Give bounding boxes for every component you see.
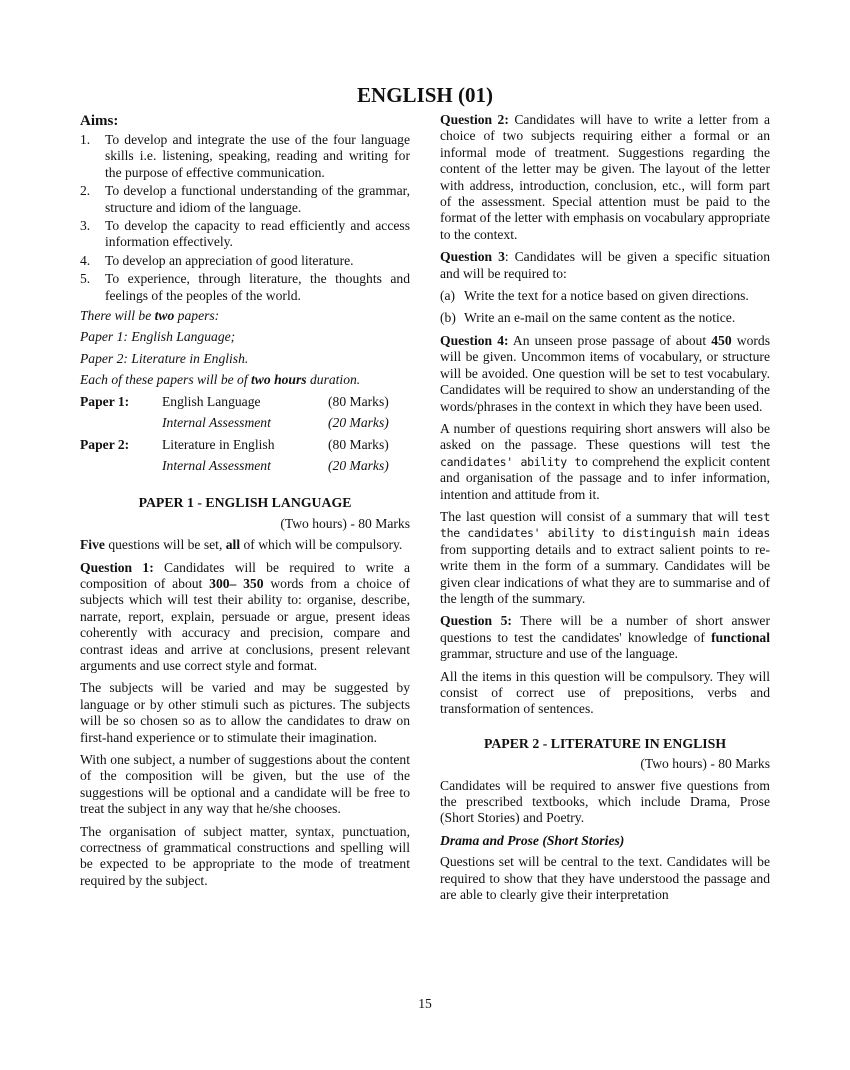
- paper2-duration: (Two hours) - 80 Marks: [640, 756, 770, 772]
- aim-item: [80, 271, 410, 304]
- five-questions-para: [80, 537, 410, 553]
- text-bold: two: [154, 308, 175, 324]
- paper-subject: Literature in English: [162, 436, 275, 452]
- question1-para: [80, 560, 410, 675]
- paper-subject: Internal Assessment: [162, 457, 271, 473]
- aim-text: To develop the capacity to read efficiently and access information effectively.: [105, 218, 410, 250]
- question-label: Question 2:: [440, 112, 509, 127]
- paper1-line: Paper 1: English Language;: [80, 329, 236, 345]
- text: duration.: [306, 372, 361, 388]
- paper-subject: English Language: [162, 393, 261, 409]
- option-text: Write an e-mail on the same content as the notice.: [464, 310, 736, 326]
- paper-marks: (80 Marks): [328, 436, 389, 452]
- aim-text: To experience, through literature, the thoughts and feelings of the peoples of the world.: [105, 271, 410, 303]
- text-bold: functional: [711, 629, 770, 645]
- organisation-para: The organisation of subject matter, syntax, punctuation, correctness of grammatical constructions and spelling will be expected to be appropriate to the mode of treatment required by the subject.: [80, 823, 410, 888]
- aim-number: 3.: [80, 218, 91, 234]
- aim-number: 2.: [80, 183, 91, 199]
- duration-line: [80, 372, 410, 388]
- option-label: (a): [440, 288, 456, 304]
- table-row: [80, 415, 402, 436]
- aim-number: 4.: [80, 252, 91, 268]
- text-bold: two hours: [251, 372, 307, 388]
- papers-table: [80, 394, 402, 480]
- aim-item: [80, 132, 410, 181]
- question3-para: [440, 249, 770, 282]
- text-bold: all: [225, 537, 241, 553]
- suggestions-para: With one subject, a number of suggestions about the content of the composition will be given, but the use of the suggestions will be optional and a candidate will be free to treat the subject in any way that he/she chooses.: [80, 752, 410, 817]
- aim-text: To develop and integrate the use of the four language skills i.e. listening, speaking, reading and writing for the purpose of effective communication.: [105, 132, 410, 180]
- table-row: [80, 458, 402, 479]
- page-title: ENGLISH (01): [357, 83, 493, 107]
- question5-items-para: All the items in this question will be compulsory. They will consist of correct use of prepositions, verbs and transformation of sentences.: [440, 668, 770, 717]
- aim-item: [80, 218, 410, 251]
- question-label: Question 4:: [440, 332, 509, 348]
- aim-item: [80, 183, 410, 216]
- question-label: Question 5:: [440, 613, 512, 629]
- paper-subject: Internal Assessment: [162, 415, 271, 431]
- paper-marks: (20 Marks): [328, 415, 389, 431]
- question-label: Question 1:: [80, 559, 154, 575]
- aims-list: [80, 132, 410, 304]
- aim-text: To develop a functional understanding of the grammar, structure and idiom of the language.: [105, 183, 410, 215]
- text-mono: the candidates' ability to: [440, 438, 770, 469]
- option-label: (b): [440, 310, 456, 326]
- paper2-heading: PAPER 2 - LITERATURE IN ENGLISH: [483, 735, 727, 751]
- question5-para: [440, 613, 770, 662]
- text: comprehend the explicit content and organisation of the passage and to infer information, intention and attitude from it.: [440, 453, 770, 502]
- text: There will be: [80, 308, 155, 324]
- text: Candidates will have to write a letter from a choice of two subjects requiring either a formal or an informal mode of treatment. Suggestions regarding the content of the letter may be given. The layout of the letter with address, introduction, conclusion, etc., will form part of the assessment. Special attention must be paid to the format of the letter with emphasis on vocabulary appropriate to the context.: [440, 112, 771, 242]
- text-bold: 450: [711, 332, 732, 348]
- paper2-line: Paper 2: Literature in English.: [80, 350, 249, 366]
- text: Each of these papers will be of: [80, 372, 252, 388]
- paper1-duration: (Two hours) - 80 Marks: [280, 515, 410, 531]
- text: papers:: [174, 308, 220, 324]
- text: A number of questions requiring short answers will also be asked on the passage. These questions will test: [440, 420, 770, 453]
- text: words from a choice of subjects which will test their ability to: organise, describe, narrate, report, explain, persuade or argue, present ideas coherently with accuracy and precision, compare and contrast ideas and arrive at conclusions, present relevant arguments and use correct style and format.: [80, 575, 411, 673]
- text-bold: 300– 350: [209, 575, 264, 591]
- drama-prose-heading: Drama and Prose (Short Stories): [440, 832, 625, 848]
- table-row: [80, 394, 402, 415]
- text: from supporting details and to extract salient points to re-write them in the form of a summary. Candidates will be given clear indications of what they are to summarise and of the length of the summary.: [440, 541, 770, 606]
- paper-marks: (80 Marks): [328, 393, 389, 409]
- question3-option-a: [440, 288, 770, 304]
- subjects-para: The subjects will be varied and may be suggested by language or by other stimuli such as pictures. The subjects will be so chosen so as to allow the candidates to draw on first-hand experience or to stimulate their imagination.: [80, 680, 410, 745]
- paper-label: [80, 415, 162, 436]
- aim-number: 5.: [80, 271, 91, 287]
- text: grammar, structure and use of the language.: [440, 646, 679, 662]
- papers-intro: [80, 308, 410, 324]
- paper1-heading: PAPER 1 - ENGLISH LANGUAGE: [138, 495, 352, 511]
- text-bold: Five: [80, 537, 105, 553]
- page-number: 15: [418, 996, 432, 1011]
- paper-label: Paper 2:: [80, 436, 130, 452]
- question4-short-answers-para: [440, 421, 770, 503]
- text: An unseen prose passage of about: [508, 332, 712, 348]
- question4-para: [440, 333, 770, 415]
- text: Candidates will be required to write a composition of about: [80, 559, 411, 591]
- paper-label: Paper 1:: [80, 393, 130, 409]
- paper-label: [80, 458, 162, 479]
- aim-text: To develop an appreciation of good literature.: [105, 252, 354, 268]
- question-label: Question 3: [440, 249, 505, 265]
- text: There will be a number of short answer questions to test the candidates' knowledge of: [440, 613, 770, 645]
- paper-marks: (20 Marks): [328, 457, 389, 473]
- drama-prose-para: Questions set will be central to the text. Candidates will be required to show that they have understood the passage and are able to clearly give their interpretation: [440, 854, 770, 903]
- aim-item: [80, 253, 410, 269]
- paper2-intro-para: Candidates will be required to answer five questions from the prescribed textbooks, which include Drama, Prose (Short Stories) and Poetry.: [440, 777, 770, 826]
- text: words will be given. Uncommon items of vocabulary, or structure will be avoided. One question will be set to test vocabulary. Candidates will be required to show an understanding of the words/phrases in the context in which they have been used.: [440, 332, 770, 414]
- text: : Candidates will be given a specific situation and will be required to:: [440, 249, 770, 281]
- text: of which will be compulsory.: [240, 537, 403, 553]
- aim-number: 1.: [80, 132, 91, 147]
- text: questions will be set,: [104, 537, 226, 553]
- aims-heading: Aims:: [80, 113, 119, 129]
- question4-summary-para: [440, 509, 770, 607]
- text-mono: test the candidates' ability to distinguish main ideas: [440, 509, 770, 541]
- question2-para: [440, 112, 770, 243]
- option-text: Write the text for a notice based on given directions.: [464, 288, 749, 304]
- left-column: [80, 112, 410, 895]
- text: The last question will consist of a summary that will: [440, 508, 744, 524]
- right-column: [440, 112, 770, 909]
- table-row: [80, 437, 402, 458]
- question3-option-b: [440, 310, 770, 326]
